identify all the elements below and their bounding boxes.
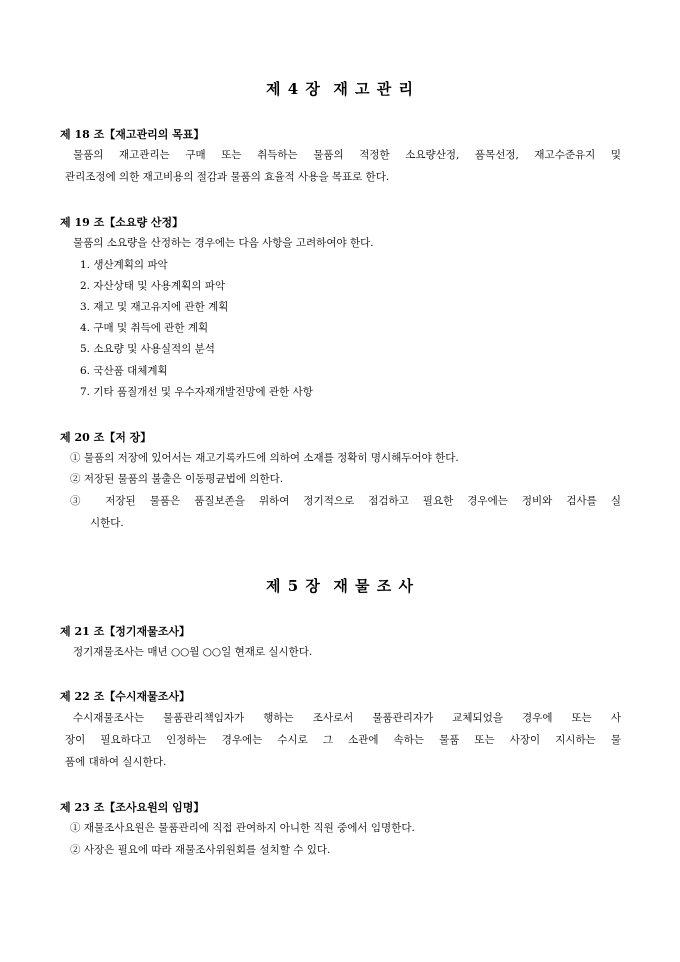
article-19-item-3: 3. 재고 및 재고유지에 관한 계획	[80, 301, 229, 313]
article-21-heading: 제 21 조【정기재물조사】	[60, 625, 190, 638]
article-23-heading: 제 23 조【조사요원의 임명】	[60, 801, 205, 814]
article-20-para-1: ① 물품의 저장에 있어서는 재고기록카드에 의하여 소재를 정확히 명시해두어야 한다.	[70, 452, 459, 464]
article-20-para-3: ③ 저장된 물품은 품질보존을 위하여 정기적으로 점검하고 필요한 경우에는 정비와 검사를 실	[70, 495, 621, 507]
chapter-4-title: 제 4 장 재 고 관 리	[266, 80, 414, 98]
article-19-item-7: 7. 기타 품질개선 및 우수자재개발전망에 관한 사항	[80, 386, 313, 398]
article-19-item-2: 2. 자산상태 및 사용계획의 파악	[80, 280, 226, 292]
article-22-line-2: 장이 필요하다고 인정하는 경우에는 수시로 그 소관에 속하는 물품 또는 사장이 지시하는 물	[65, 734, 621, 746]
article-19-item-4: 4. 구매 및 취득에 관한 계획	[80, 322, 209, 334]
article-18-line-1: 물품의 재고관리는 구매 또는 취득하는 물품의 적정한 소요량산정, 품목선정, 재고수준유지 및	[73, 149, 621, 161]
article-19-item-1: 1. 생산계획의 파악	[80, 259, 168, 271]
article-19-item-6: 6. 국산품 대체계획	[80, 365, 168, 377]
article-22-line-1: 수시재물조사는 물품관리책임자가 행하는 조사로서 물품관리자가 교체되었을 경우에 또는 사	[73, 712, 621, 724]
article-19-heading: 제 19 조【소요량 산정】	[60, 216, 184, 229]
article-18-heading: 제 18 조【재고관리의 목표】	[60, 128, 205, 141]
chapter-5-title: 제 5 장 재 물 조 사	[266, 577, 414, 595]
article-18-line-2: 관리조정에 의한 재고비용의 절감과 물품의 효율적 사용을 목표로 한다.	[65, 171, 390, 183]
article-20-heading: 제 20 조【저 장】	[60, 431, 152, 444]
article-20-para-3-cont: 시한다.	[90, 517, 124, 529]
article-20-para-2: ② 저장된 물품의 불출은 이동평균법에 의한다.	[70, 473, 284, 485]
article-23-para-2: ② 사장은 필요에 따라 재물조사위원회를 설치할 수 있다.	[70, 844, 331, 856]
article-22-line-3: 품에 대하여 실시한다.	[65, 756, 167, 768]
article-19-intro: 물품의 소요량을 산정하는 경우에는 다음 사항을 고려하여야 한다.	[73, 237, 374, 249]
article-22-heading: 제 22 조【수시재물조사】	[60, 690, 190, 703]
article-23-para-1: ① 재물조사요원은 물품관리에 직접 관여하지 아니한 직원 중에서 임명한다.	[70, 822, 415, 834]
article-21-line-1: 정기재물조사는 매년 ○○월 ○○일 현재로 실시한다.	[73, 646, 313, 658]
article-19-item-5: 5. 소요량 및 사용실적의 분석	[80, 343, 215, 355]
